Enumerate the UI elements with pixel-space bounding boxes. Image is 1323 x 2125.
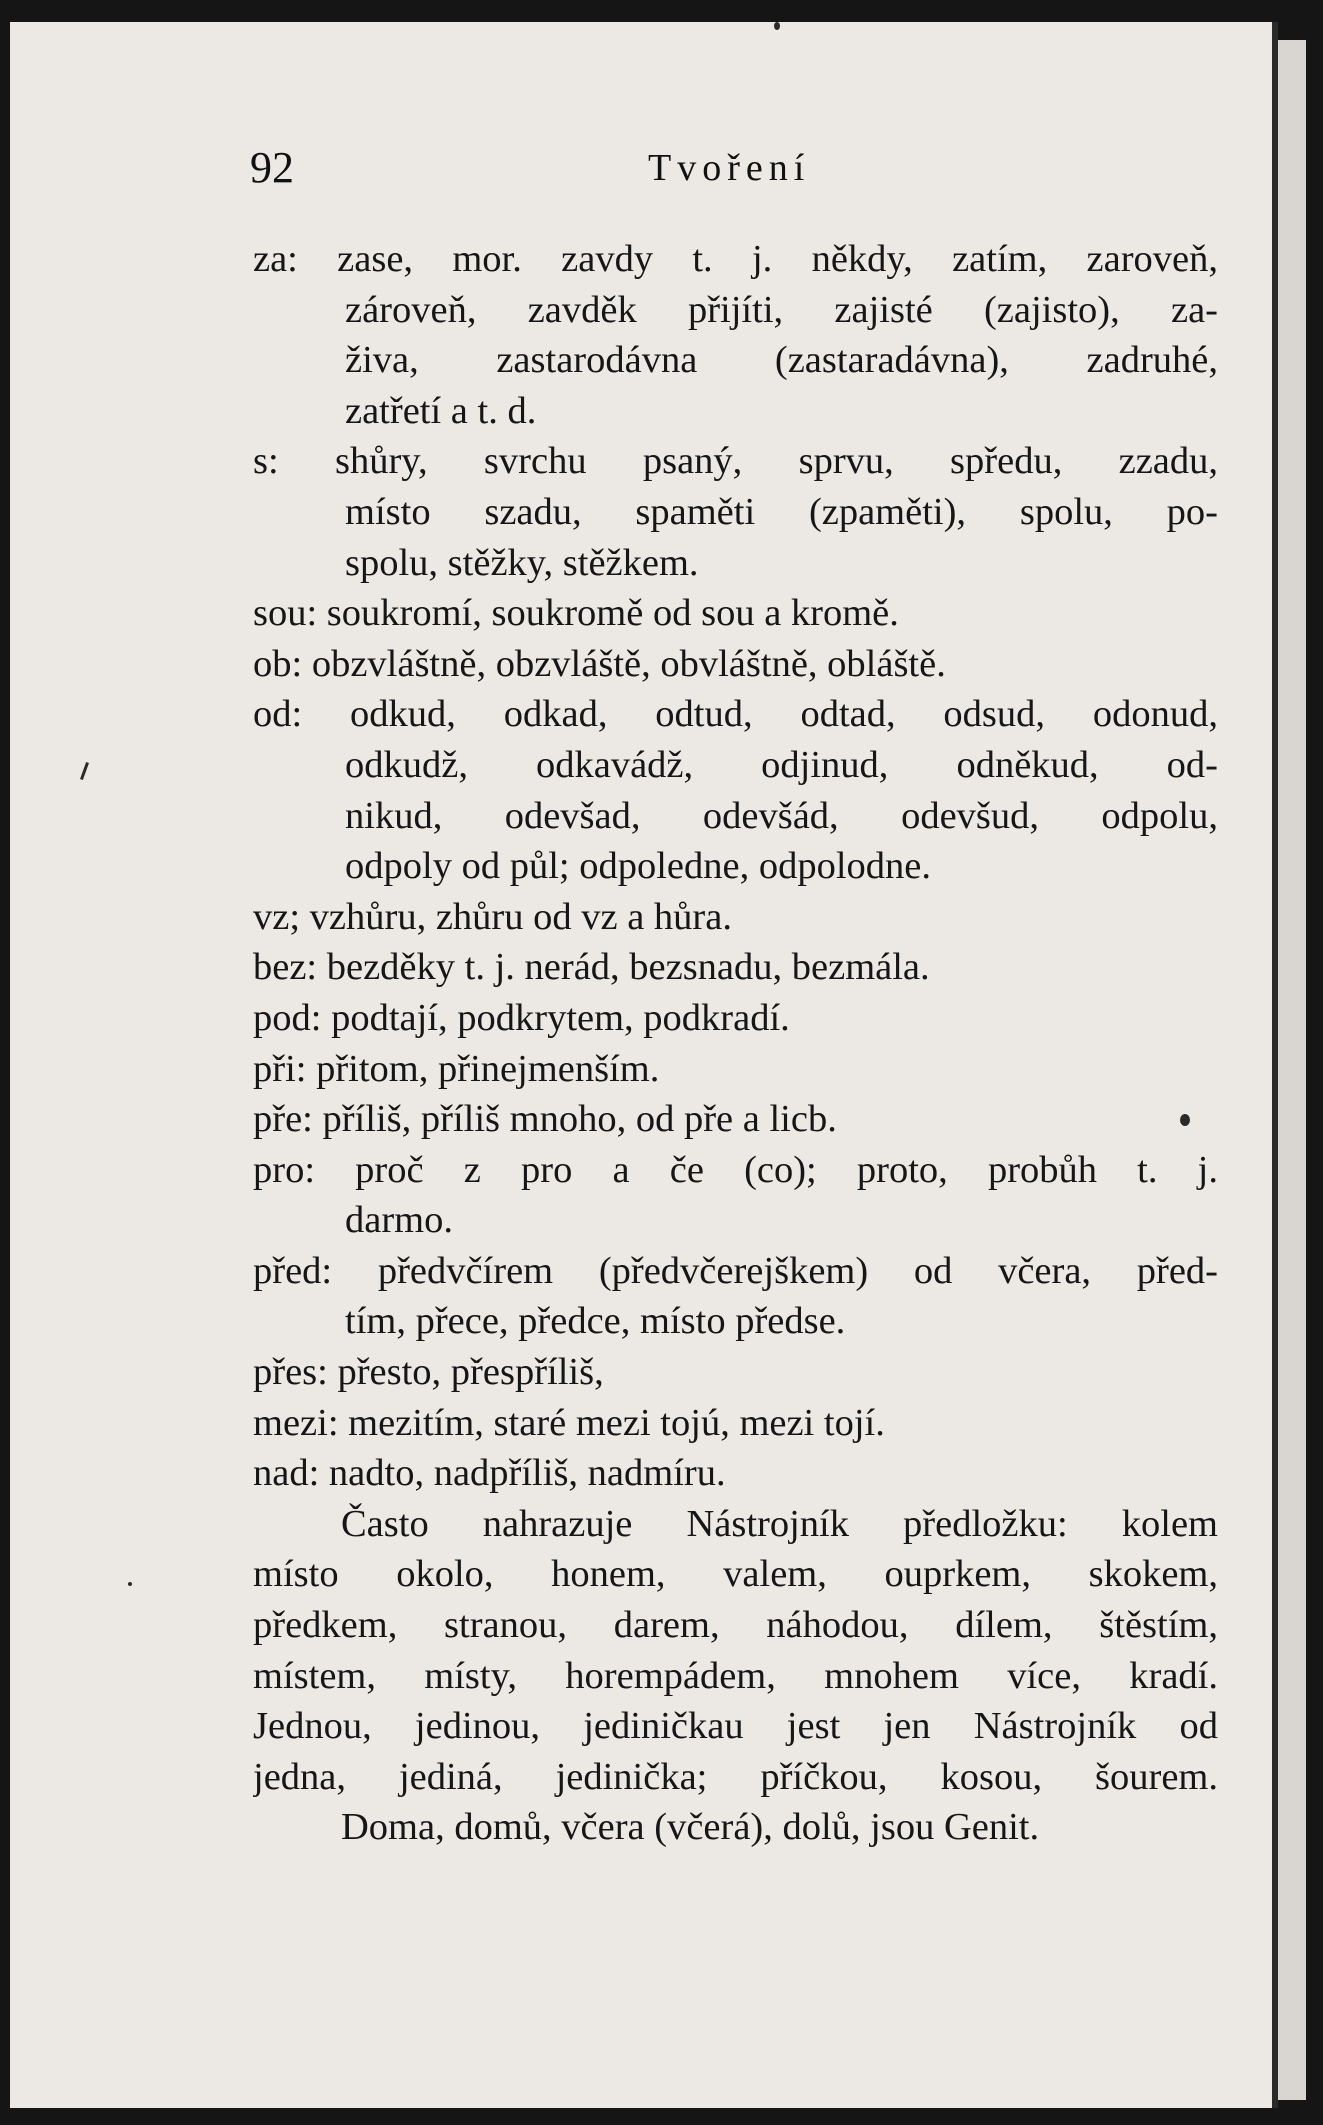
text-line: pod: podtají, podkrytem, podkradí. [253,996,790,1039]
body-text [253,234,1218,1853]
ink-speck [80,762,89,780]
text-line: jedna, jediná, jedinička; příčkou, kosou, šourem. [253,1755,1218,1798]
running-title: Tvoření [648,147,811,189]
running-head [250,142,850,202]
text-line: před: předvčírem (předvčerejškem) od včera, před- [253,1249,1218,1292]
text-line: tím, přece, předce, místo předse. [345,1300,846,1343]
text-line: přes: přesto, přespříliš, [253,1351,604,1394]
text-line: předkem, stranou, darem, náhodou, dílem, štěstím, [253,1604,1218,1647]
text-line: sou: soukromí, soukromě od sou a kromě. [253,592,899,635]
ink-speck [774,22,780,30]
ink-speck [1180,1114,1190,1126]
text-line: mezi: mezitím, staré mezi tojú, mezi tojí. [253,1401,885,1444]
text-line: bez: bezděky t. j. nerád, bezsnadu, bezmála. [253,946,930,989]
next-page-edge [1278,40,1306,2100]
text-line: odkudž, odkavádž, odjinud, odněkud, od- [345,743,1218,786]
text-line: Často nahrazuje Nástrojník předložku: kolem [341,1502,1218,1545]
text-line: za: zase, mor. zavdy t. j. někdy, zatím, zaroveň, [253,238,1218,280]
book-page [10,22,1272,2108]
text-line: živa, zastarodávna (zastaradávna), zadruhé, [345,339,1218,382]
text-line: místo szadu, spaměti (zpaměti), spolu, po- [345,490,1218,533]
text-line: Jednou, jedinou, jediničkau jest jen Nástrojník od [253,1705,1218,1748]
text-line: odpoly od půl; odpoledne, odpolodne. [345,845,931,888]
text-line: zároveň, zavděk přijíti, zajisté (zajisto), za- [345,288,1218,331]
text-line: od: odkud, odkad, odtud, odtad, odsud, odonud, [253,693,1218,736]
text-line: vz; vzhůru, zhůru od vz a hůra. [253,895,732,938]
text-line: pro: proč z pro a če (co); proto, probůh t. j. [253,1148,1218,1191]
text-line: nad: nadto, nadpříliš, nadmíru. [253,1452,726,1495]
text-line: zatřetí a t. d. [345,389,537,432]
text-line: místo okolo, honem, valem, ouprkem, skokem, [253,1553,1218,1596]
page-number: 92 [250,143,294,192]
text-line: nikud, odevšad, odevšád, odevšud, odpolu, [345,794,1218,837]
text-line: místem, místy, horempádem, mnohem více, kradí. [253,1654,1218,1697]
text-line: při: přitom, přinejmenším. [253,1047,660,1090]
text-line: spolu, stěžky, stěžkem. [345,541,699,584]
text-line: pře: příliš, příliš mnoho, od pře a licb. [253,1098,837,1141]
text-line: ob: obzvláštně, obzvláště, obvláštně, obláště. [253,642,946,685]
text-line: darmo. [345,1199,453,1242]
text-line: Doma, domů, včera (včerá), dolů, jsou Genit. [341,1806,1040,1849]
text-line: s: shůry, svrchu psaný, sprvu, spředu, zzadu, [253,440,1218,483]
ink-speck [128,1582,132,1586]
